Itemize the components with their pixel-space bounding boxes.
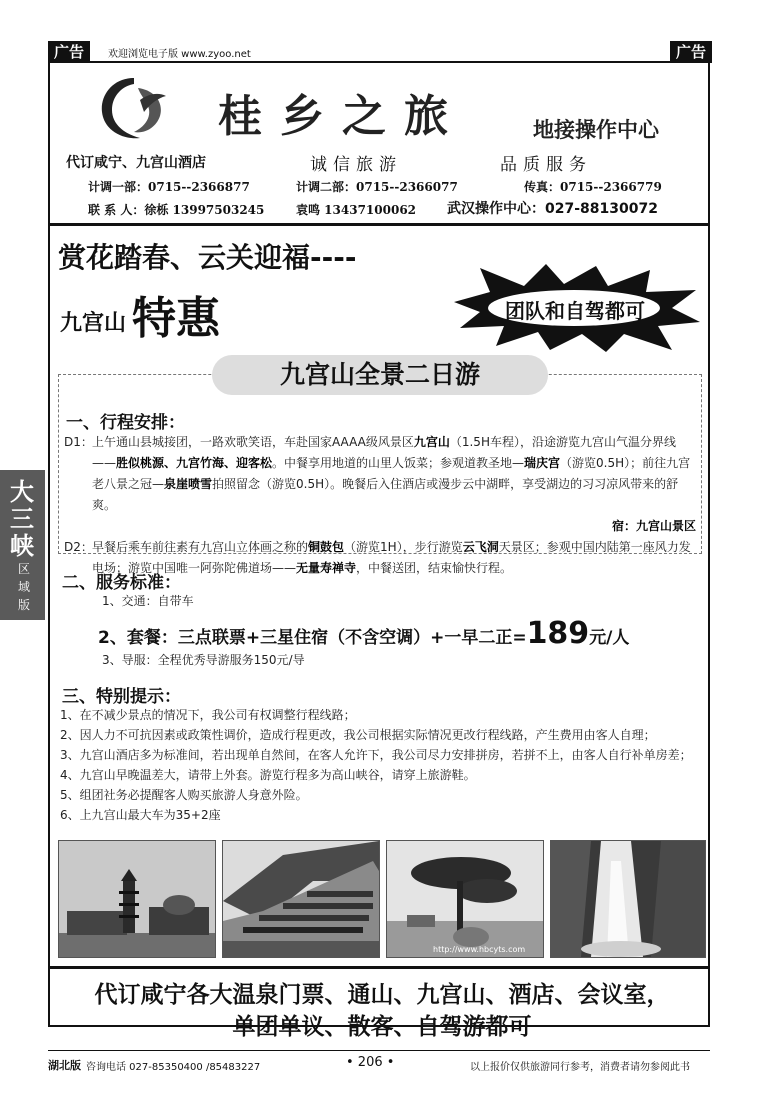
itinerary-heading: 一、行程安排： bbox=[66, 413, 185, 433]
package-unit: 元/人 bbox=[589, 628, 630, 648]
service-item1: 1、交通：自带车 bbox=[102, 594, 194, 608]
d2-text-g: ，中餐送团，结束愉快行程。 bbox=[356, 561, 513, 575]
tour-name: 九宫山全景二日游 bbox=[212, 355, 548, 395]
brand-divider bbox=[48, 223, 710, 226]
banner-line1: 代订咸宁各大温泉门票、通山、九宫山、酒店、会议室， bbox=[94, 982, 670, 1008]
d1-text-e: 。中餐享用地道的山里人饭菜；参观道教圣地— bbox=[272, 456, 525, 470]
package-text: 2、套餐：三点联票+三星住宿（不含空调）+一早二正= bbox=[98, 628, 527, 648]
service-heading: 二、服务标准： bbox=[62, 573, 181, 593]
region-sidebar bbox=[0, 470, 45, 620]
site-text: 欢迎浏览电子版 www.zyoo.net bbox=[108, 49, 251, 60]
footer-disclaimer: 以上报价仅供旅游同行参考，消费者请勿参阅此书 bbox=[470, 1062, 690, 1073]
day2-label: D2： bbox=[64, 540, 93, 554]
brand-logo bbox=[94, 72, 174, 144]
d2-yunfeidong: 云飞洞 bbox=[462, 540, 499, 554]
sidebar-title: 大三峡 bbox=[10, 477, 34, 560]
tip-item: 4、九宫山早晚温差大，请带上外套。游览行程多为高山峡谷，请穿上旅游鞋。 bbox=[60, 768, 476, 782]
photo-watermark: http://www.hbcyts.com bbox=[433, 945, 526, 954]
d1-quanya: 泉崖喷雪 bbox=[164, 477, 213, 491]
d2-text-a: 早餐后乘车前往素有九宫山立体画之称的 bbox=[92, 540, 309, 554]
tip-item: 1、在不减少景点的情况下，我公司有权调整行程线路； bbox=[60, 708, 356, 722]
photo-pine-tree bbox=[386, 840, 544, 958]
service-item3: 3、导服：全程优秀导游服务150元/导 bbox=[102, 653, 305, 667]
d2-text-c: （游览1H），步行游览 bbox=[344, 540, 463, 554]
ad-tag-left: 广告 bbox=[48, 41, 90, 63]
d1-text-c: （1.5H车程），沿途游览九宫山气温分界线—— bbox=[92, 435, 676, 470]
d1-text-a: 上午通山县城接团，一路欢歌笑语，车赴国家AAAA级风景区 bbox=[92, 435, 414, 449]
promo-line2-big: 特惠 bbox=[132, 293, 220, 344]
day1-stay: 宿：九宫山景区 bbox=[611, 519, 696, 533]
footer-phone: 咨询电话 027-85350400 /85483227 bbox=[86, 1062, 261, 1073]
page-number: • 206 • bbox=[346, 1055, 395, 1070]
wuhan-center: 武汉操作中心：027-88130072 bbox=[447, 201, 658, 217]
promo-line2-small: 九宫山 bbox=[60, 311, 127, 336]
sidebar-subtitle: 区域版 bbox=[17, 562, 30, 612]
photo-hillside-hotel bbox=[222, 840, 380, 958]
d1-jiugongshan: 九宫山 bbox=[413, 435, 450, 449]
dept2-phone: 计调二部：0715--2366077 bbox=[296, 180, 458, 194]
tip-item: 6、上九宫山最大车为35+2座 bbox=[60, 808, 221, 822]
banner-divider bbox=[48, 966, 710, 969]
package-price: 189 bbox=[526, 616, 590, 651]
tip-item: 2、因人力不可抗因素或政策性调价，造成行程更改，我公司根据实际情况更改行程线路，产生费用由客人自理； bbox=[60, 728, 656, 742]
footer-edition: 湖北版 bbox=[48, 1059, 81, 1072]
banner-line2: 单团单议、散客、自驾游都可 bbox=[232, 1014, 532, 1040]
service-item2 bbox=[98, 616, 629, 651]
contact1: 联 系 人：徐栎 13997503245 bbox=[88, 203, 265, 217]
tips-list bbox=[60, 705, 704, 825]
burst-text: 团队和自驾都可 bbox=[505, 299, 645, 323]
itinerary-day1 bbox=[64, 432, 696, 579]
brand-title: 桂乡之旅 bbox=[218, 91, 466, 142]
d1-spots: 胜似桃源、九宫竹海、迎客松 bbox=[116, 456, 273, 470]
d2-tonggubao: 铜鼓包 bbox=[308, 540, 345, 554]
photo-waterfall bbox=[550, 840, 706, 958]
tip-item: 3、九宫山酒店多为标准间，若出现单自然间，在客人允许下，我公司尽力安排拼房，若拼不上，由客人自行补单房差； bbox=[60, 748, 692, 762]
day1-label: D1： bbox=[64, 435, 93, 449]
d1-text-g: （游览0.5H）；前往九宫老八景之冠— bbox=[92, 456, 691, 491]
brand-subtitle: 地接操作中心 bbox=[533, 118, 659, 142]
footer-divider bbox=[48, 1050, 710, 1051]
promo-headline: 赏花踏春、云关迎福---- bbox=[58, 241, 357, 274]
d2-text-e: 天景区；参观中国内陆第一座风力发电场；游览中国唯一阿弥陀佛道场—— bbox=[92, 540, 691, 575]
tips-heading: 三、特别提示： bbox=[62, 687, 181, 707]
hotel-booking: 代订咸宁、九宫山酒店 bbox=[66, 155, 206, 171]
d2-temple: 无量寿禅寺 bbox=[296, 561, 357, 575]
slogan-quality: 品质服务 bbox=[500, 155, 592, 175]
dept1-phone: 计调一部：0715--2366877 bbox=[88, 180, 250, 194]
fax-number: 传真：0715--2366779 bbox=[524, 180, 662, 194]
tip-item: 5、组团社务必提醒客人购买旅游人身意外险。 bbox=[60, 788, 308, 802]
contact2: 袁鸣 13437100062 bbox=[296, 203, 417, 217]
d1-ruiqing: 瑞庆宫 bbox=[524, 456, 561, 470]
d1-text-i: 拍照留念（游览0.5H）。晚餐后入住酒店或漫步云中湖畔，享受湖边的习习凉风带来的舒爽。 bbox=[92, 477, 679, 512]
ad-tag-right: 广告 bbox=[670, 41, 712, 63]
slogan-honest: 诚信旅游 bbox=[310, 155, 402, 175]
burst-badge bbox=[446, 262, 704, 354]
photo-pagoda bbox=[58, 840, 216, 958]
